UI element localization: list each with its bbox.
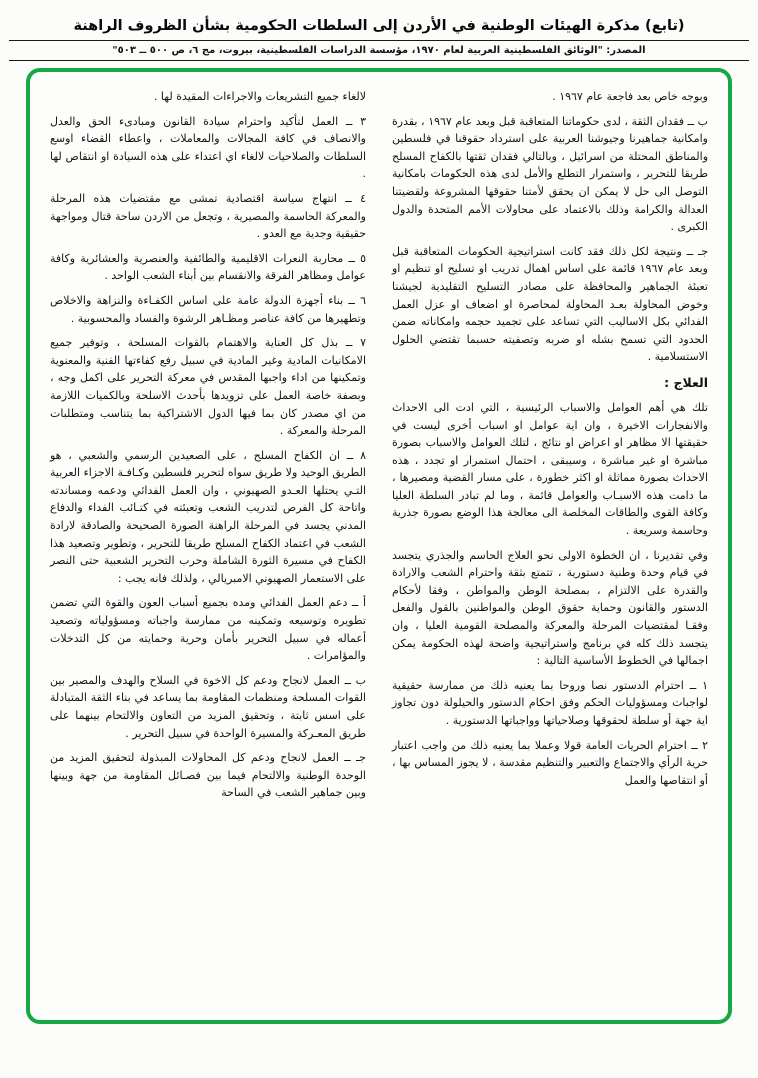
page-header: [0, 0, 758, 61]
paragraph: تلك هي أهم العوامل والاسباب الرئيسية ، التي ادت الى الاحداث والانفجارات الاخيرة ، وان اية عوامل او اسباب أخرى ليست في حقيقتها الا مظاهر او اعراض او نتائج ، لتلك العوامل والاسباب بصورة مباشرة او غير مباشرة ، وسيبقى ، احتمال استمرار او تجدد ، هذه الاحداث بصورة مماثلة او اكثر خطورة ، على مسار القضية ومصيرها ، ما دامت هذه الاسبـاب والعوامل قائمة ، وما لم تبادر السلطة العليا وكافة القوى والطاقات المخلصة الى معالجة هذا الوضع بصورة جذرية وحاسمة وسريعة .: [392, 400, 708, 538]
column-right: [392, 88, 708, 1008]
green-border-frame: [26, 68, 732, 1024]
page-title: (تابع) مذكرة الهيئات الوطنية في الأردن إلى السلطات الحكومية بشأن الظروف الراهنة: [73, 18, 685, 34]
paragraph: ب ــ العمل لانجاح ودعم كل الاخوة في السلاح والهدف والمصير بين القوات المسلحة ومنظمات المقاومة بما يساعد في بناء الثقة المتبادلة على اسس ثابتة ، وتحقيق المزيد من التعاون والالتحام بينهما على طريق المعـركة والمسيرة الواحدة في سبيل التحرير .: [50, 673, 366, 740]
paragraph: ١ ــ احترام الدستور نصا وروحا بما يعنيه ذلك من ممارسة حقيقية لواجبات ومسؤوليات الحكم وفق احكام الدستور والحيلولة دون تجاوز اية جهة أو سلطة لحقوقها وصلاحياتها وواجباتها الدستورية .: [392, 678, 708, 727]
paragraph: ٣ ــ العمل لتأكيد واحترام سيادة القانون ومبادىء الحق والعدل والانصاف في كافة المجالات والمعاملات ، واعطاء القضاء اوسع السلطات والصلاحيات لالغاء اي اعتداء على هذه السيادة او انتقاص لها .: [50, 114, 366, 181]
section-heading: العلاج :: [664, 374, 708, 390]
divider-bottom: [9, 60, 749, 61]
paragraph: جـ ــ ونتيجة لكل ذلك فقد كانت استراتيجية الحكومات المتعاقبة قبل وبعد عام ١٩٦٧ قائمة على اساس اهمال تدريب او تسليح او تنظيم او تعبئة الجماهير والمحافظة على مصادر التسليح التقليدية لجيشنا وخوض المحاولة بعـد المحاولة لمحاصرة او اضعاف او عزل العمل الفدائي بكل الاساليب التي تساعد على تجميد حجمه وامكاناته ضمن الحدود التي تسمح بشله او ضربه وتصفيته حسبما تقتضي الحلول الاستسلامية .: [392, 244, 708, 364]
divider-top: [9, 40, 749, 41]
paragraph: وفي تقديرنا ، ان الخطوة الاولى نحو العلاج الحاسم والجذري يتجسد في قيام وحدة وطنية دستورية ، تتمتع بثقة واحترام الشعب والارادة والقدرة على الالتزام ، بمصلحة الوطن والمواطن ، وفقا لأحكام الدستور والقانون وحماية حقوق الوطن والمواطنين بالقول والفعل وفقـا لمقتضيات المرحلة والمعركة والمصلحة القومية العليا ، وان يتجسد ذلك كله في برنامج واستراتيجية واضحة لهذه الحكومة يمكن اجمالها في الخطوط الأساسية التالية :: [392, 548, 708, 668]
column-left: [50, 88, 366, 1008]
paragraph: أ ــ دعم العمل الفدائي ومده بجميع أسباب العون والقوة التي تضمن تطويره وتوسيعه وتمكينه من ممارسة واجباته ومسؤولياته وتصعيد أعماله في سبيل التحرير بأمان وحرية وحمايته من كل التدخلات والمؤامرات .: [50, 596, 366, 663]
paragraph: ٧ ــ بذل كل العناية والاهتمام بالقوات المسلحة ، وتوفير جميع الامكانيات المادية وغير المادية في سبيل رفع كفاءتها الفنية والمعنوية وتمكينها من اداء واجبها المقدس في معركة التحرير على اكمل وجه ، وبصفة خاصة العمل على تزويدها بأحدث الاسلحة وبالكميات اللازمة من اي مصدر كان بما فيها الدول الاشتراكية بما يتناسب ومتطلبات المرحلة والمعركة .: [50, 336, 366, 438]
paragraph: جـ ــ العمل لانجاح ودعم كل المحاولات المبذولة لتحقيق المزيد من الوحدة الوطنية والالتحام فيما بين فصـائل المقاومة من جهة وبينها وبين جماهير الشعب في الساحة: [50, 751, 366, 800]
paragraph: لالغاء جميع التشريعات والاجراءات المقيدة لها .: [153, 90, 366, 103]
paragraph: ٥ ــ محاربة النعرات الاقليمية والطائفية والعنصرية والعشائرية وكافة عوامل ومظاهر الفرقة والانقسام بين أبناء الشعب الواحد .: [50, 251, 366, 283]
paragraph: ٨ ــ ان الكفاح المسلح ، على الصعيدين الرسمي والشعبي ، هو الطريق الوحيد ولا طريق سواه لتحرير فلسطين وكـافـة الاجزاء العربية التـي يحتلها العـدو الصهيوني ، وان العمل الفدائي ودعمه ومساندته واتاحة كل الفرص لتدريب الشعب وتعبئته في كتـائب الفداء والدفاع المدني يجسد في المرحلة الراهنة الصورة الصحيحة والصادقة لارادة الشعب في اعتماد الكفاح المسلح طريقا للتحرير ، وتطوير وتصعيد هذا الكفاح في مسيرة الثورة الشاملة وحرب التحرير الشعبية حتى النصر على الاستعمار الصهيوني الامبريالي ، ولذلك فانه يجب :: [50, 448, 366, 585]
source-line: المصدر: "الوثائق الفلسطينية العربية لعام ١٩٧٠، مؤسسة الدراسات الفلسطينية، بيروت، مج ٦، ص ٥٠٠ ــ ٥٠٣": [112, 45, 646, 56]
paragraph: ب ــ فقدان الثقة ، لدى حكوماتنا المتعاقبة قبل وبعد عام ١٩٦٧ ، بقدرة وامكانية جماهيرنا وجيوشنا العربية على استرداد حقوقنا في فلسطين والمناطق المحتلة من اسرائيل ، وبالتالي فقدان ثقتها بالكفاح المسلح طريقا للتحرير ، واستمرار التطلع والأمل لدى هذه الحكومات بامكانية التوصل الى حل لا يمكن ان يحقق لأمتنا حقوقها المشروعة ولقضيتنا العدالة والكرامة وذلك بالاعتماد على محاولات الأمم المتحدة والدول الكبرى .: [392, 114, 708, 234]
paragraph: ٦ ــ بناء أجهزة الدولة عامة على اساس الكفـاءة والنزاهة والاخلاص وتطهيرها من كافة عناصر ومظـاهر الرشوة والفساد والمحسوبية .: [50, 293, 366, 325]
text-columns: [50, 88, 708, 1008]
paragraph: ٤ ــ انتهاج سياسة اقتصادية تمشى مع مقتضيات هذه المرحلة والمعركة الحاسمة والمصيرية ، وتجعل من الاردن ساحة قتال ومواجهة حقيقية وجدية مع العدو .: [50, 191, 366, 241]
paragraph: وبوجه خاص بعد فاجعة عام ١٩٦٧ .: [552, 90, 708, 103]
paragraph: ٢ ــ احترام الحريات العامة قولا وعملا بما يعنيه ذلك من واجب اعتبار حرية الرأي والاجتماع والتعبير والتنظيم مقدسة ، لا يجوز المساس بها ، أو انتقاصها والعمل: [392, 738, 708, 787]
